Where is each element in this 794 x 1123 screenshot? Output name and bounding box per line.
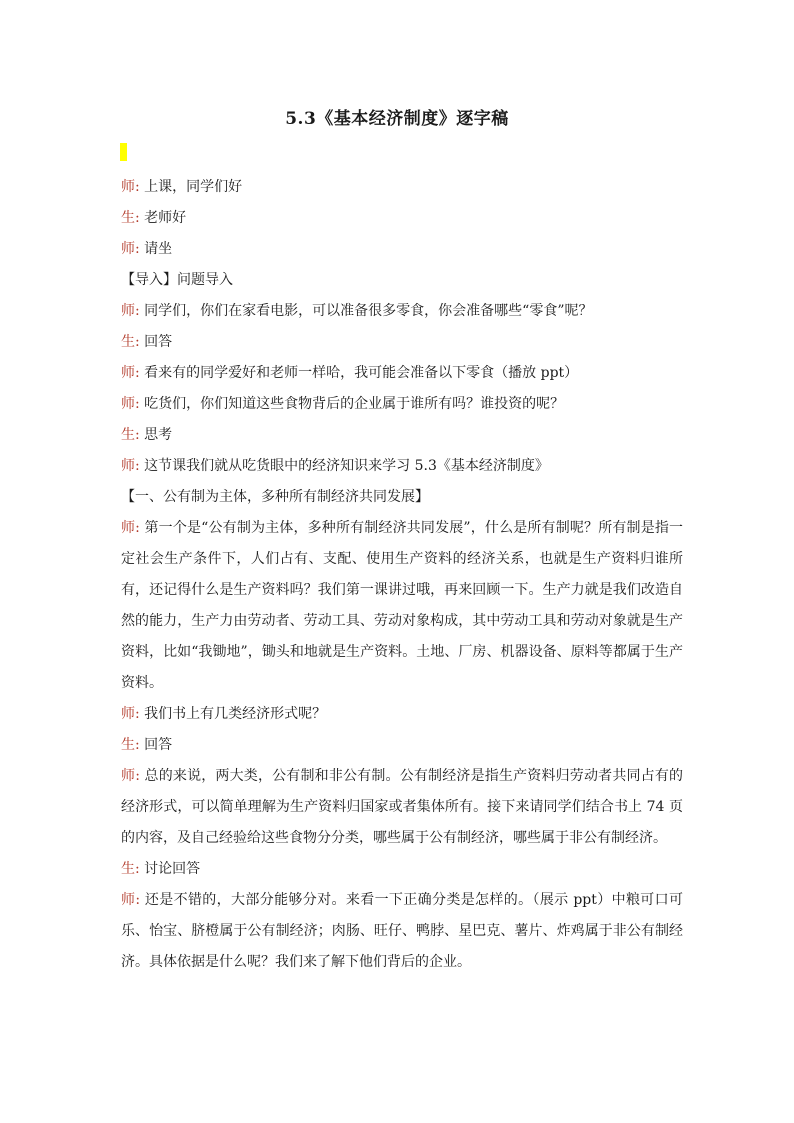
line-text: 老师好 — [144, 210, 187, 226]
highlight-marker — [120, 143, 127, 161]
transcript-body — [121, 172, 683, 978]
speaker-label: 生 — [121, 427, 135, 443]
speaker-label: 生 — [121, 334, 135, 350]
line-text: 回答 — [144, 334, 173, 350]
line-text: 第一个是“公有制为主体，多种所有制经济共同发展”，什么是所有制呢？所有制是指一定社会生产条件下，人们占有、支配、使用生产资料的经济关系，也就是生产资料归谁所有，还记得什么是生产资料吗？我们第一课讲过哦，再来回顾一下。生产力就是我们改造自然的能力，生产力由劳动者、劳动工具、劳动对象构成，其中劳动工具和劳动对象就是生产资料，比如“我锄地”，锄头和地就是生产资料。土地、厂房、机器设备、原料等都属于生产资料。 — [121, 520, 684, 691]
transcript-line: 生: 思考 — [121, 427, 173, 443]
speaker-label: 师 — [121, 365, 135, 381]
transcript-paragraph: 师: 总的来说，两大类，公有制和非公有制。公有制经济是指生产资料归劳动者共同占有的经济形式，可以简单理解为生产资料归国家或者集体所有。接下来请同学们结合书上 74 页的内容，及自己经验给这些食物分分类，哪些属于公有制经济，哪些属于非公有制经济。 — [121, 768, 684, 846]
line-text: 【一、公有制为主体，多种所有制经济共同发展】 — [121, 489, 429, 505]
speaker-label: 师 — [121, 458, 135, 474]
speaker-label: 师 — [121, 892, 136, 908]
transcript-line: 师: 我们书上有几类经济形式呢？ — [121, 706, 327, 722]
speaker-label: 师 — [121, 396, 135, 412]
speaker-label: 师 — [121, 179, 135, 195]
line-text: 吃货们，你们知道这些食物背后的企业属于谁所有吗？谁投资的呢？ — [144, 396, 565, 412]
line-text: 回答 — [144, 737, 173, 753]
transcript-line: 师: 同学们，你们在家看电影，可以准备很多零食，你会准备哪些“零食”呢？ — [121, 303, 593, 319]
line-text: 【导入】问题导入 — [121, 272, 233, 288]
speaker-label: 生 — [121, 737, 135, 753]
line-text: 我们书上有几类经济形式呢？ — [144, 706, 327, 722]
speaker-label: 生 — [121, 210, 135, 226]
line-text: 请坐 — [144, 241, 173, 257]
transcript-line: 师: 看来有的同学爱好和老师一样哈，我可能会准备以下零食（播放 ppt） — [121, 365, 579, 381]
line-text: 看来有的同学爱好和老师一样哈，我可能会准备以下零食（播放 ppt） — [144, 365, 579, 381]
transcript-paragraph: 师: 还是不错的，大部分能够分对。来看一下正确分类是怎样的。（展示 ppt）中粮可口可乐、怡宝、脐橙属于公有制经济；肉肠、旺仔、鸭脖、星巴克、薯片、炸鸡属于非公有制经济。具体依据是什么呢？我们来了解下他们背后的企业。 — [121, 892, 684, 970]
line-text: 还是不错的，大部分能够分对。来看一下正确分类是怎样的。（展示 ppt）中粮可口可乐、怡宝、脐橙属于公有制经济；肉肠、旺仔、鸭脖、星巴克、薯片、炸鸡属于非公有制经济。具体依据是什么呢？我们来了解下他们背后的企业。 — [121, 892, 684, 970]
section-heading — [121, 265, 683, 296]
line-text: 总的来说，两大类，公有制和非公有制。公有制经济是指生产资料归劳动者共同占有的经济形式，可以简单理解为生产资料归国家或者集体所有。接下来请同学们结合书上 74 页的内容，及自己经验给这些食物分分类，哪些属于公有制经济，哪些属于非公有制经济。 — [121, 768, 684, 846]
speaker-label: 师 — [121, 241, 135, 257]
transcript-line: 师: 请坐 — [121, 241, 173, 257]
transcript-line: 师: 这节课我们就从吃货眼中的经济知识来学习 5.3《基本经济制度》 — [121, 458, 549, 474]
line-text: 这节课我们就从吃货眼中的经济知识来学习 5.3《基本经济制度》 — [144, 458, 549, 474]
transcript-paragraph: 师: 第一个是“公有制为主体，多种所有制经济共同发展”，什么是所有制呢？所有制是指一定社会生产条件下，人们占有、支配、使用生产资料的经济关系，也就是生产资料归谁所有，还记得什么是生产资料吗？我们第一课讲过哦，再来回顾一下。生产力就是我们改造自然的能力，生产力由劳动者、劳动工具、劳动对象构成，其中劳动工具和劳动对象就是生产资料，比如“我锄地”，锄头和地就是生产资料。土地、厂房、机器设备、原料等都属于生产资料。 — [121, 520, 684, 691]
speaker-label: 师 — [121, 768, 136, 784]
transcript-line: 生: 老师好 — [121, 210, 187, 226]
speaker-label: 师 — [121, 706, 135, 722]
line-text: 同学们，你们在家看电影，可以准备很多零食，你会准备哪些“零食”呢？ — [144, 303, 593, 319]
speaker-label: 生 — [121, 861, 135, 877]
transcript-line: 生: 讨论回答 — [121, 861, 201, 877]
line-text: 讨论回答 — [144, 861, 201, 877]
speaker-label: 师 — [121, 303, 135, 319]
line-text: 思考 — [144, 427, 173, 443]
document-title: 5.3《基本经济制度》逐字稿 — [285, 109, 509, 129]
section-heading — [121, 482, 683, 513]
transcript-line: 生: 回答 — [121, 334, 173, 350]
transcript-line: 师: 吃货们，你们知道这些食物背后的企业属于谁所有吗？谁投资的呢？ — [121, 396, 565, 412]
line-text: 上课，同学们好 — [144, 179, 243, 195]
transcript-line: 生: 回答 — [121, 737, 173, 753]
transcript-line: 师: 上课，同学们好 — [121, 179, 243, 195]
speaker-label: 师 — [121, 520, 136, 536]
